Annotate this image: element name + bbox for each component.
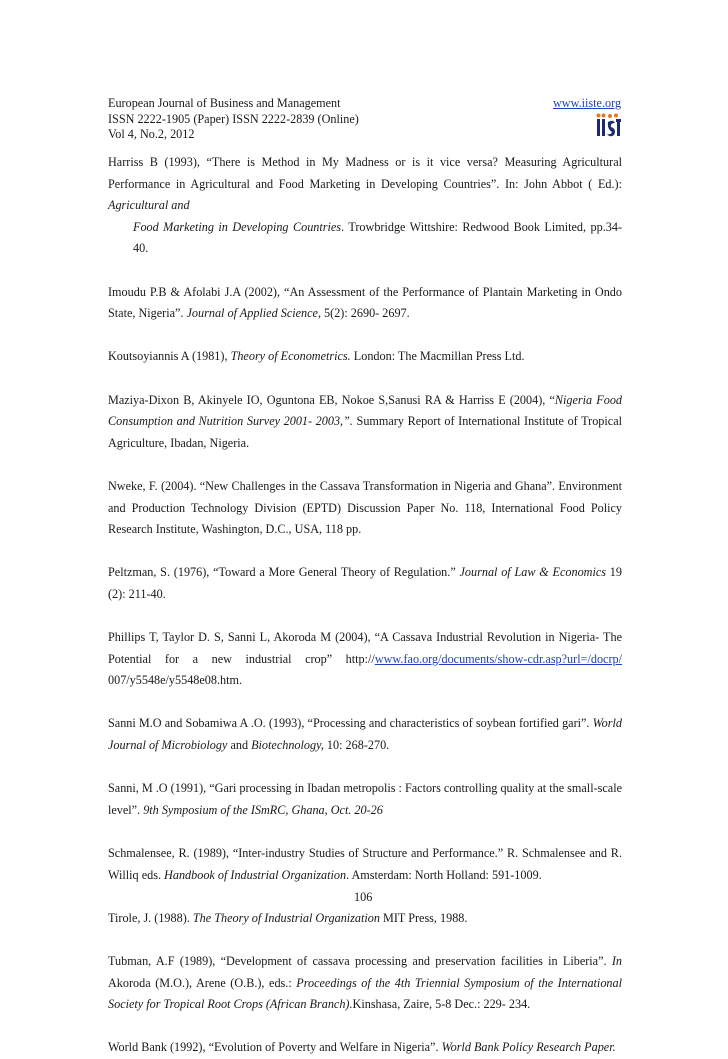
reference-entry: Peltzman, S. (1976), “Toward a More General Theory of Regulation.” Journal of Law & Economics 19 (2): 211-40.	[108, 565, 622, 601]
website-link[interactable]: www.iiste.org	[553, 96, 622, 110]
journal-issn: ISSN 2222-1905 (Paper) ISSN 2222-2839 (Online)	[108, 111, 359, 126]
journal-volume: Vol 4, No.2, 2012	[108, 127, 195, 142]
reference-entry: Sanni M.O and Sobamiwa A .O. (1993), “Processing and characteristics of soybean fortified gari”. World Journal of Microbiology and Biotechnology, 10: 268-270.	[108, 716, 622, 753]
reference-entry: World Bank (1992), “Evolution of Poverty and Welfare in Nigeria”. World Bank Policy Research Paper.	[108, 1040, 616, 1055]
reference-entry: Koutsoyiannis A (1981), Theory of Econometrics. London: The Macmillan Press Ltd.	[108, 349, 525, 364]
reference-entry: Tirole, J. (1988). The Theory of Industrial Organization MIT Press, 1988.	[108, 910, 468, 925]
journal-header	[108, 96, 359, 143]
journal-title: European Journal of Business and Management	[108, 96, 341, 110]
reference-entry: Sanni, M .O (1991), “Gari processing in Ibadan metropolis : Factors controlling quality at the small-scale level”. 9th Symposium of the ISmRC, Ghana, Oct. 20-26	[108, 781, 622, 817]
reference-list	[108, 152, 622, 1059]
reference-entry: Schmalensee, R. (1989), “Inter-industry Studies of Structure and Performance.” R. Schmalensee and R. Williq eds. Handbook of Industrial Organization. Amsterdam: North Holland: 591-1009.	[108, 846, 622, 882]
reference-entry: Nweke, F. (2004). “New Challenges in the Cassava Transformation in Nigeria and Ghana”. Environment and Production Technology Division (EPTD) Discussion Paper No. 118, International Food Policy Research Institute, Washington, D.C., USA, 118 pp.	[108, 478, 622, 537]
reference-entry: Harriss B (1993), “There is Method in My Madness or is it vice versa? Measuring Agricultural Performance in Agricultural and Food Marketing in Developing Countries”. In: John Abbot ( Ed.): Agricultural and Food Marketing in Developing Countries. Trowbridge Wittshire: Redwood Book Limited, pp.34- 40.	[108, 155, 622, 256]
reference-entry: Phillips T, Taylor D. S, Sanni L, Akoroda M (2004), “A Cassava Industrial Revolution in Nigeria- The Potential for a new industrial crop” http://www.fao.org/documents/show-cdr.asp?url=/docrp/ 007/y5548e/y5548e08.htm.	[108, 630, 622, 688]
reference-entry: Tubman, A.F (1989), “Development of cassava processing and preservation facilities in Liberia”. In Akoroda (M.O.), Arene (O.B.), eds.: Proceedings of the 4th Triennial Symposium of the International Society for Tropical Root Crops (African Branch).Kinshasa, Zaire, 5-8 Dec.: 229- 234.	[108, 953, 622, 1012]
fao-document-link[interactable]: www.fao.org/documents/show-cdr.asp?url=/docrp/	[374, 651, 622, 666]
page-number: 106	[354, 890, 373, 904]
reference-entry: Maziya-Dixon B, Akinyele IO, Oguntona EB, Nokoe S,Sanusi RA & Harriss E (2004), “Nigeria Food Consumption and Nutrition Survey 2001- 2003,”. Summary Report of International Institute of Tropical Agriculture, Ibadan, Nigeria.	[108, 392, 623, 450]
reference-entry: Imoudu P.B & Afolabi J.A (2002), “An Assessment of the Performance of Plantain Marketing in Ondo State, Nigeria”. Journal of Applied Science, 5(2): 2690- 2697.	[108, 284, 622, 321]
iiste-logo	[596, 112, 622, 138]
